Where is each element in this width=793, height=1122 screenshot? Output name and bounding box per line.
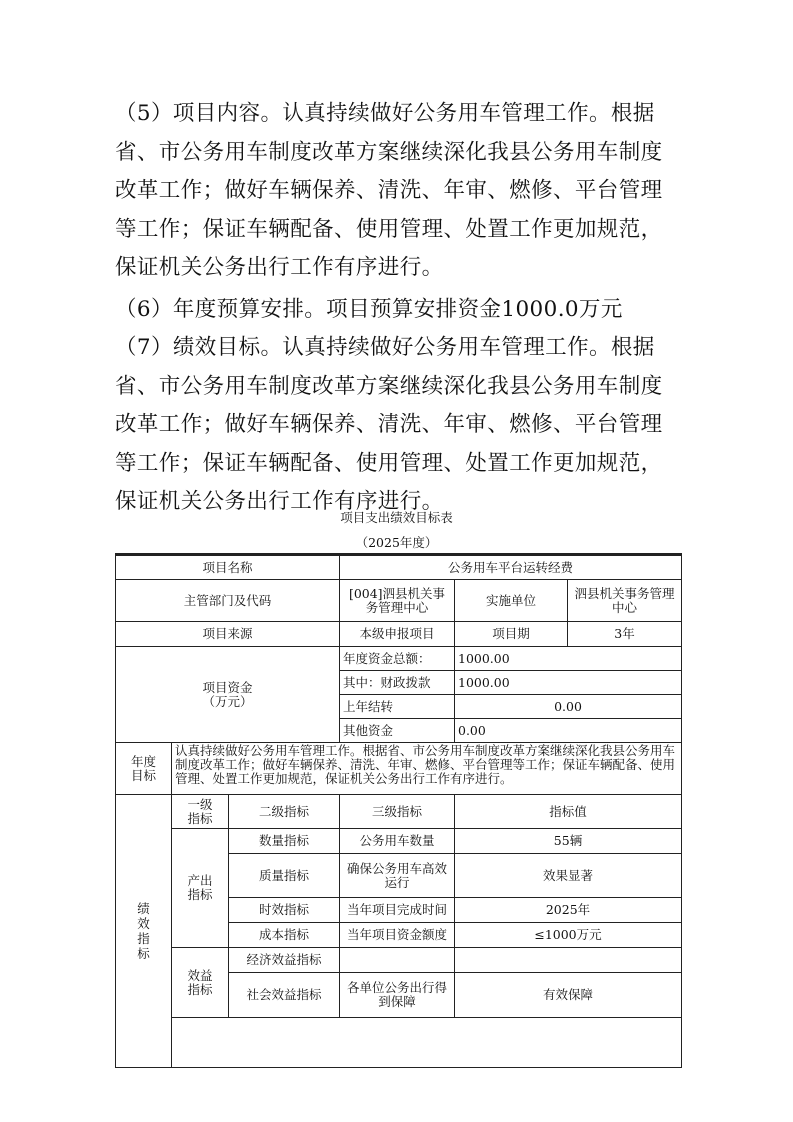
table-row: 社会效益指标 [229,973,340,1018]
funds-carryover-value: 0.00 [455,695,682,719]
source-label: 项目来源 [116,622,340,647]
table-row: 2025年 [455,898,682,923]
table-row [455,948,682,973]
table-row: 各单位公务出行得到保障 [340,973,455,1018]
table-row: 当年项目完成时间 [340,898,455,923]
impl-value: 泗县机关事务管理中心 [568,580,682,622]
funds-carryover-label: 上年结转 [340,695,455,719]
empty-row [172,1018,682,1068]
project-name-label: 项目名称 [116,556,340,580]
funds-other-value: 0.00 [455,719,682,743]
table-row: 公务用车数量 [340,829,455,854]
table-row: 确保公务用车高效运行 [340,854,455,898]
table-row: 效果显著 [455,854,682,898]
paragraph-performance-goal: （7）绩效目标。认真持续做好公务用车管理工作。根据省、市公务用车制度改革方案继续深化我县公务用车制度改革工作；做好车辆保养、清洗、年审、燃修、平台管理等工作；保证车辆配备、使用管理、处置工作更加规范，保证机关公务出行工作有序进行。 [115,335,663,514]
output-indicator-label: 产出指标 [172,829,229,948]
head-value: 指标值 [455,795,682,829]
table-row: 时效指标 [229,898,340,923]
head-level3: 三级指标 [340,795,455,829]
annual-goal-label: 年度目标 [116,743,172,795]
funds-total-label: 年度资金总额： [340,647,455,671]
table-row [340,948,455,973]
project-name-value: 公务用车平台运转经费 [340,556,682,580]
annual-goal-text: 认真持续做好公务用车管理工作。根据省、市公务用车制度改革方案继续深化我县公务用车制度改革工作；做好车辆保养、清洗、年审、燃修、平台管理等工作；保证车辆配备、使用管理、处置工作更加规范，保证机关公务出行工作有序进行。 [172,743,682,795]
paragraph-project-content: （5）项目内容。认真持续做好公务用车管理工作。根据省、市公务用车制度改革方案继续深化我县公务用车制度改革工作；做好车辆保养、清洗、年审、燃修、平台管理等工作；保证车辆配备、使用管理、处置工作更加规范，保证机关公务出行工作有序进行。 [115,101,663,280]
funds-total-value: 1000.00 [455,647,682,671]
paragraph-annual-budget: （6）年度预算安排。项目预算安排资金1000.0万元 [115,297,623,322]
funds-other-label: 其他资金 [340,719,455,743]
head-level2: 二级指标 [229,795,340,829]
funds-fiscal-value: 1000.00 [455,671,682,695]
table-year: （2025年度） [355,535,438,550]
dept-label: 主管部门及代码 [116,580,340,622]
table-row: 成本指标 [229,923,340,948]
table-row: 当年项目资金额度 [340,923,455,948]
table-row: 质量指标 [229,854,340,898]
funds-fiscal-label: 其中：财政拨款 [340,671,455,695]
benefit-indicator-label: 效益指标 [172,948,229,1018]
indicators-label: 绩效指标 [116,795,172,1068]
impl-label: 实施单位 [455,580,568,622]
source-value: 本级申报项目 [340,622,455,647]
head-level1: 一级指标 [172,795,229,829]
table-title: 项目支出绩效目标表 [340,510,453,525]
performance-target-table [115,553,682,1068]
table-row: 数量指标 [229,829,340,854]
funds-label: 项目资金（万元） [116,647,340,743]
period-value: 3年 [568,622,682,647]
table-row: ≤1000万元 [455,923,682,948]
table-row: 有效保障 [455,973,682,1018]
table-row: 经济效益指标 [229,948,340,973]
period-label: 项目期 [455,622,568,647]
dept-value: [004]泗县机关事务管理中心 [340,580,455,622]
table-row: 55辆 [455,829,682,854]
